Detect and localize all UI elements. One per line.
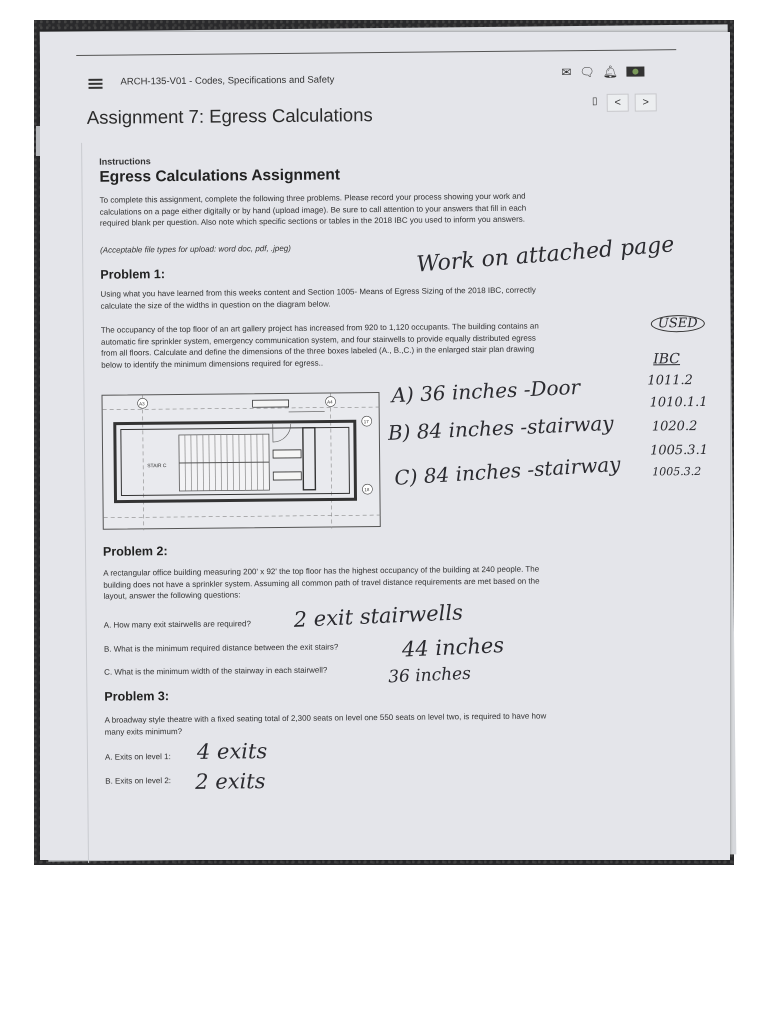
handwritten-used: USED bbox=[651, 315, 705, 333]
prev-button[interactable]: < bbox=[607, 94, 629, 112]
handwritten-ref: 1011.2 bbox=[647, 373, 693, 389]
handwritten-ref: 1010.1.1 bbox=[649, 394, 708, 411]
problem2-body: A rectangular office building measuring 200' x 92' the top floor has the highest occupancy of the building at 240 people. The building does not have a sprinkler system. Assuming all common path of travel distance requirements are met based on the layout, answer the following questions: bbox=[103, 564, 540, 601]
problem2-heading: Problem 2: bbox=[102, 544, 168, 559]
bookmark-icon[interactable]: ▯ bbox=[591, 95, 598, 107]
problem3-question-a: A. Exits on level 1: bbox=[104, 752, 171, 762]
handwritten-ref: 1005.3.1 bbox=[649, 442, 709, 459]
problem1-intro: Using what you have learned from this weeks content and Section 1005- Means of Egress Sizing of the 2018 IBC, correctly calculate the size of the widths in question on the diagram below. bbox=[100, 285, 536, 311]
grid-label: A4 bbox=[327, 399, 333, 405]
handwritten-ref: 1020.2 bbox=[651, 419, 698, 435]
problem1-body: The occupancy of the top floor of an art gallery project has increased from 920 to 1,120 occupants. The building contains an automatic fire sprinkler system, emergency communication system, and four stairwells to provide equally distributed egress from all floors. Calculate and define the dimensions of the three boxes labeled (A., B.,C.) in the enlarged stair plan drawing below to identify the minimum dimensions required for egress.. bbox=[100, 321, 539, 370]
problem2-question-b: B. What is the minimum required distance between the exit stairs? bbox=[103, 642, 339, 654]
next-button[interactable]: > bbox=[635, 93, 657, 111]
header-icons bbox=[561, 65, 644, 78]
course-breadcrumb[interactable]: ARCH-135-V01 - Codes, Specifications and Safety bbox=[120, 74, 335, 88]
handwritten-p2-answer-c: 36 inches bbox=[387, 663, 472, 688]
handwritten-answer-a: A) 36 inches -Door bbox=[391, 374, 581, 408]
stair-plan-diagram bbox=[101, 392, 380, 530]
handwritten-p3-answer-b: 2 exits bbox=[195, 769, 266, 794]
left-margin-marker bbox=[36, 126, 40, 156]
file-types-note: (Acceptable file types for upload: word doc, pdf, .jpeg) bbox=[100, 243, 291, 255]
flag-icon[interactable] bbox=[626, 66, 644, 76]
page-title: Assignment 7: Egress Calculations bbox=[86, 104, 373, 128]
problem3-question-b: B. Exits on level 2: bbox=[105, 776, 172, 786]
printed-page bbox=[40, 32, 730, 860]
stair-label: STAIR C bbox=[147, 463, 167, 470]
page-top-rule bbox=[76, 49, 676, 56]
problem3-body: A broadway style theatre with a fixed seating total of 2,300 seats on level one 550 seats on level two, is required to have how many exits minimum? bbox=[104, 711, 547, 737]
problem2-question-a: A. How many exit stairwells are required? bbox=[103, 619, 251, 630]
instructions-body: To complete this assignment, complete the following three problems. Please record your process showing your work and calculations on a page either digitally or by hand (upload image). Be sure to call attention to your answers that fill in each required blank per question. Also note which specific sections or tables in the 2018 IBC you used to inform you answers. bbox=[99, 191, 527, 228]
problem1-heading: Problem 1: bbox=[100, 267, 166, 282]
instructions-label: Instructions bbox=[99, 156, 151, 167]
menu-icon[interactable] bbox=[88, 79, 102, 89]
handwritten-work-note: Work on attached page bbox=[415, 232, 676, 278]
handwritten-answer-b: B) 84 inches -stairway bbox=[387, 410, 615, 445]
mail-icon[interactable]: ✉ bbox=[561, 65, 572, 80]
problem3-heading: Problem 3: bbox=[104, 689, 170, 704]
handwritten-p2-answer-b: 44 inches bbox=[401, 633, 505, 662]
handwritten-p3-answer-a: 4 exits bbox=[196, 739, 268, 764]
stair-plan-drawing bbox=[103, 393, 382, 531]
bell-icon[interactable]: 🔔︎ bbox=[602, 64, 619, 79]
handwritten-ref: 1005.3.2 bbox=[652, 464, 702, 479]
handwritten-ibc: IBC bbox=[653, 351, 681, 368]
grid-label: 17 bbox=[363, 419, 369, 425]
assignment-heading: Egress Calculations Assignment bbox=[99, 166, 341, 186]
problem2-question-c: C. What is the minimum width of the stairway in each stairwell? bbox=[104, 665, 328, 677]
page-nav bbox=[589, 93, 657, 112]
handwritten-answer-c: C) 84 inches -stairway bbox=[393, 451, 622, 490]
grid-label: A3 bbox=[139, 401, 145, 407]
chat-icon[interactable]: 🗨 bbox=[579, 64, 595, 80]
handwritten-p2-answer-a: 2 exit stairwells bbox=[293, 600, 464, 632]
grid-label: 18 bbox=[364, 487, 370, 493]
